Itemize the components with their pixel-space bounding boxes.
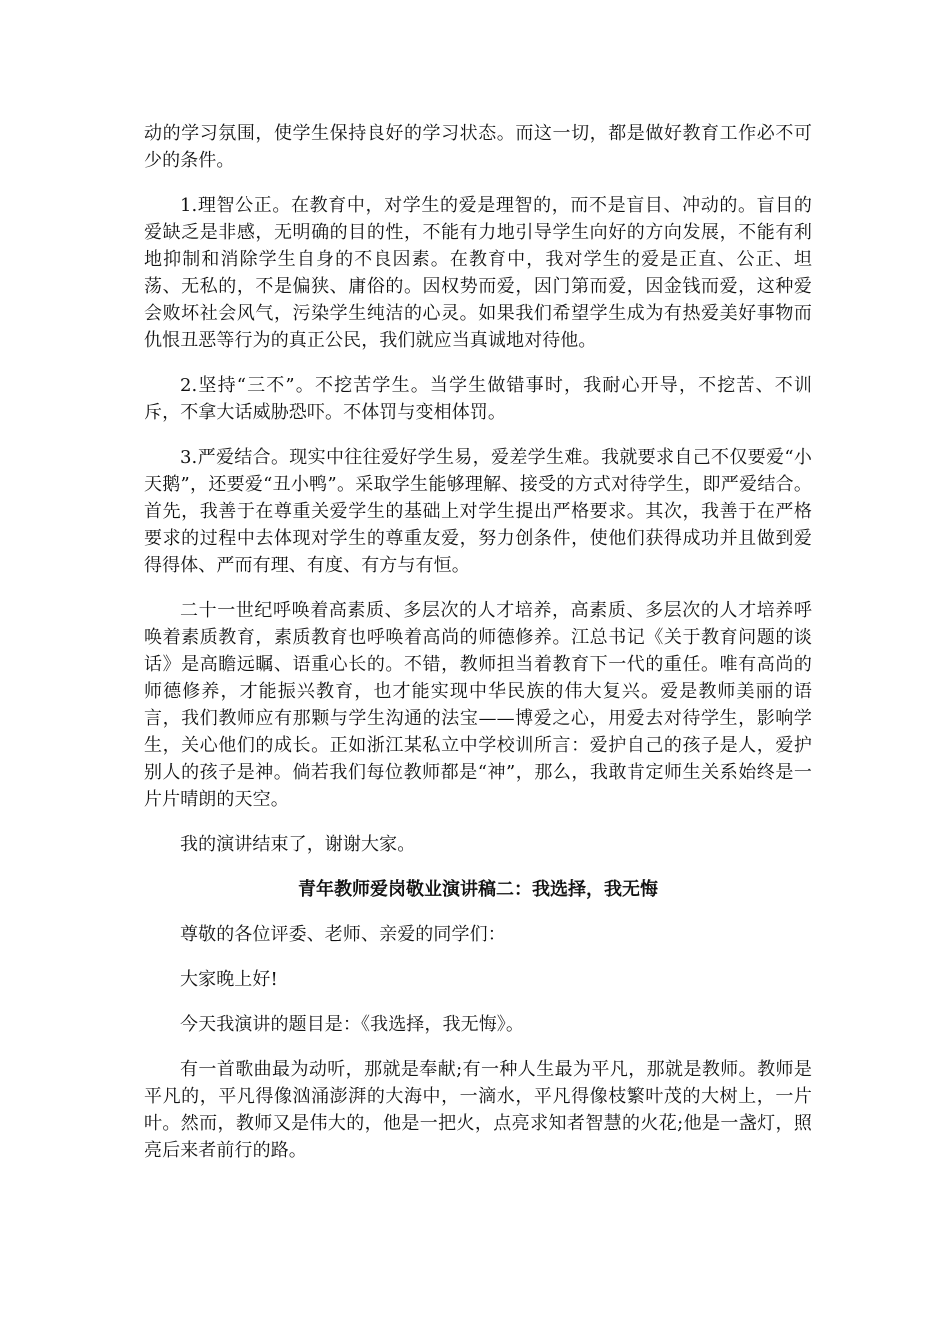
paragraph-point-1: 1.理智公正。在教育中，对学生的爱是理智的，而不是盲目、冲动的。盲目的爱缺乏是非感，无明确的目的性，不能有力地引导学生向好的方向发展，不能有利地抑制和消除学生自身的不良因素。在教育中，我对学生的爱是正直、公正、坦荡、无私的，不是偏狭、庸俗的。因权势而爱，因门第而爱，因金钱而爱，这种爱会败坏社会风气，污染学生纯洁的心灵。如果我们希望学生成为有热爱美好事物而仇恨丑恶等行为的真正公民，我们就应当真诚地对待他。 <box>144 195 812 351</box>
paragraph-conclusion: 二十一世纪呼唤着高素质、多层次的人才培养，高素质、多层次的人才培养呼唤着素质教育，素质教育也呼唤着高尚的师德修养。江总书记《关于教育问题的谈话》是高瞻远瞩、语重心长的。不错，教师担当着教育下一代的重任。唯有高尚的师德修养，才能振兴教育，也才能实现中华民族的伟大复兴。爱是教师美丽的语言，我们教师应有那颗与学生沟通的法宝——博爱之心，用爱去对待学生，影响学生，关心他们的成长。正如浙江某私立中学校训所言：爱护自己的孩子是人，爱护别人的孩子是神。倘若我们每位教师都是“神”，那么，我敢肯定师生关系始终是一片片晴朗的天空。 <box>144 600 812 810</box>
paragraph-salutation: 尊敬的各位评委、老师、亲爱的同学们： <box>180 924 506 945</box>
section-heading: 青年教师爱岗敬业演讲稿二：我选择，我无悔 <box>298 879 658 900</box>
paragraph-point-3: 3.严爱结合。现实中往往爱好学生易，爱差学生难。我就要求自己不仅要爱“小天鹅”，还要爱“丑小鸭”。采取学生能够理解、接受的方式对待学生，即严爱结合。首先，我善于在尊重关爱学生的基础上对学生提出严格要求。其次，我善于在严格要求的过程中去体现对学生的尊重友爱，努力创条件，使他们获得成功并且做到爱得得体、严而有理、有度、有方与有恒。 <box>144 447 812 576</box>
paragraph-body: 有一首歌曲最为动听，那就是奉献;有一种人生最为平凡，那就是教师。教师是平凡的，平凡得像汹涌澎湃的大海中，一滴水，平凡得像枝繁叶茂的大树上，一片叶。然而，教师又是伟大的，他是一把火，点亮求知者智慧的火花;他是一盏灯，照亮后来者前行的路。 <box>144 1059 812 1161</box>
paragraph-greeting: 大家晚上好! <box>180 969 278 990</box>
paragraph-closing: 我的演讲结束了，谢谢大家。 <box>180 834 416 855</box>
document-page <box>144 120 812 1182</box>
paragraph-continuation: 动的学习氛围，使学生保持良好的学习状态。而这一切，都是做好教育工作必不可少的条件。 <box>144 123 812 171</box>
paragraph-topic: 今天我演讲的题目是：《我选择，我无悔》。 <box>180 1014 524 1035</box>
paragraph-point-2: 2.坚持“三不”。不挖苦学生。当学生做错事时，我耐心开导，不挖苦、不训斥，不拿大话威胁恐吓。不体罚与变相体罚。 <box>144 375 812 423</box>
